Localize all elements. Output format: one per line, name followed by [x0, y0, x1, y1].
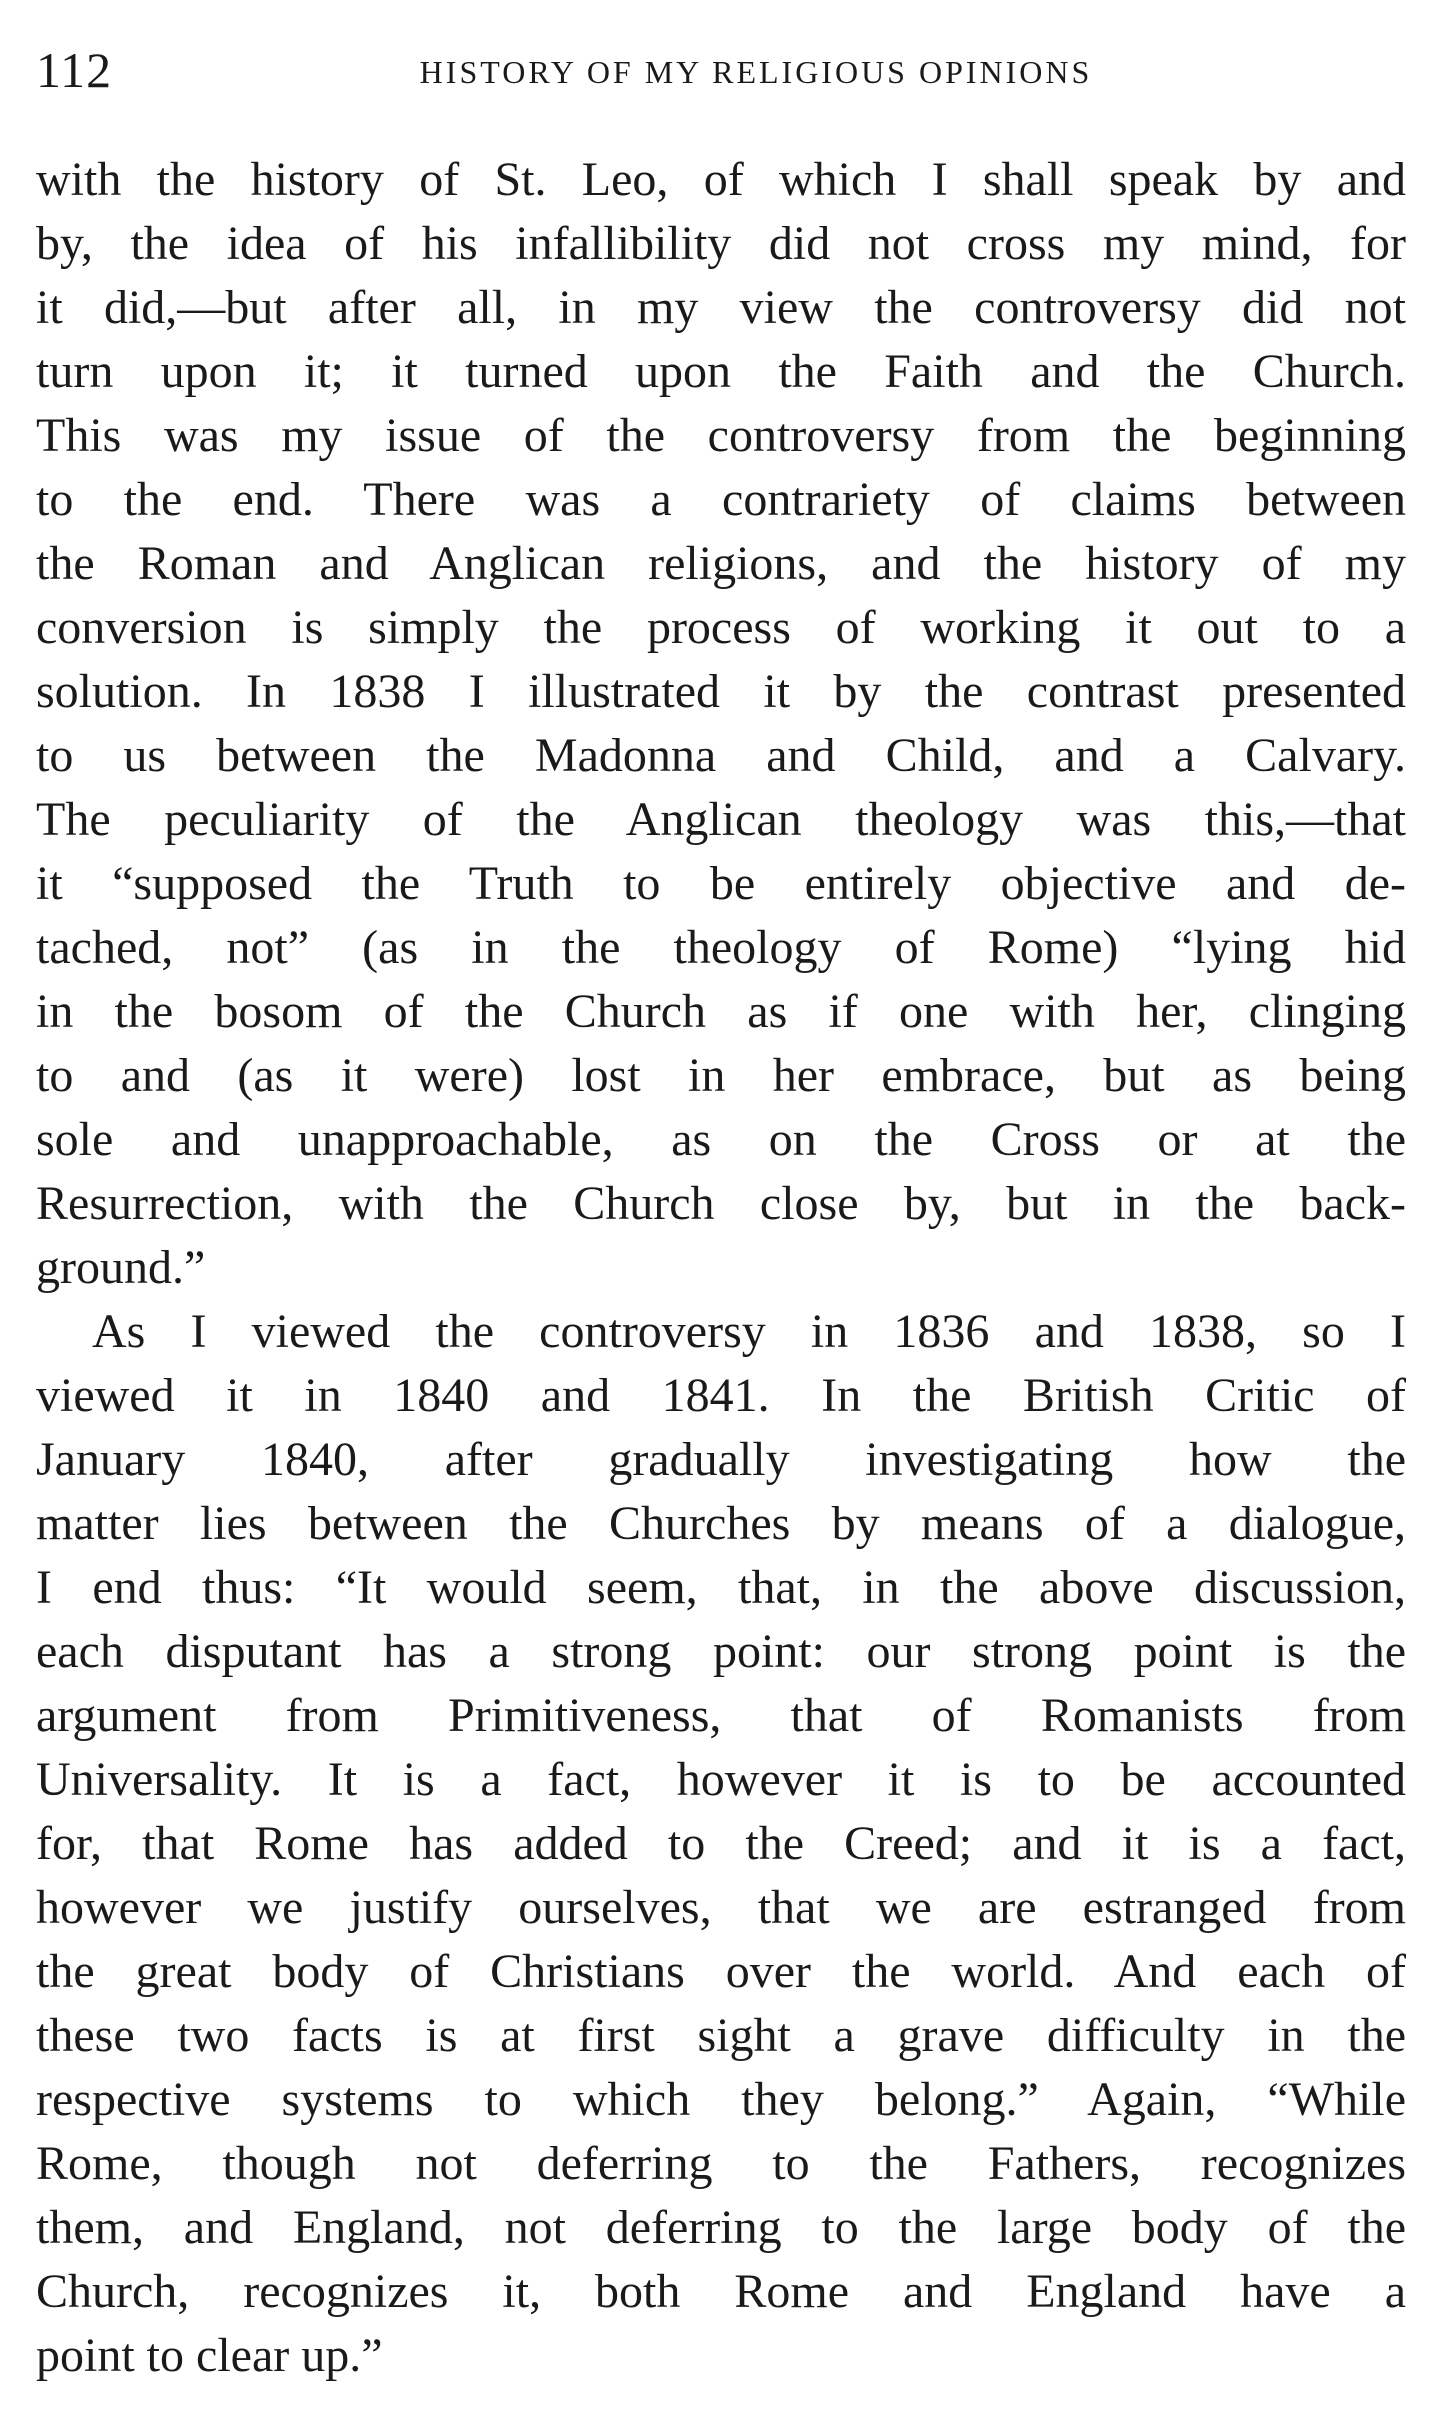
text-line: with the history of St. Leo, of which I shall speak by and	[36, 153, 1406, 206]
paragraph-end-line: ground.”	[36, 1241, 206, 1294]
text-line: these two facts is at first sight a grave difficulty in the	[36, 2009, 1406, 2062]
text-line: the great body of Christians over the world. And each of	[36, 1945, 1406, 1998]
text-line: Resurrection, with the Church close by, but in the back-	[36, 1177, 1406, 1230]
text-line: by, the idea of his infallibility did not cross my mind, for	[36, 217, 1406, 270]
text-line: it “supposed the Truth to be entirely objective and de-	[36, 857, 1406, 910]
text-line: them, and England, not deferring to the large body of the	[36, 2201, 1406, 2254]
page-number: 112	[36, 42, 113, 98]
book-page	[36, 40, 1406, 2388]
text-line: it did,—but after all, in my view the controversy did not	[36, 281, 1406, 334]
body-text	[36, 148, 1406, 2388]
text-line: conversion is simply the process of working it out to a	[36, 601, 1406, 654]
text-line: The peculiarity of the Anglican theology was this,—that	[36, 793, 1406, 846]
paragraph-first-line: As I viewed the controversy in 1836 and 1838, so I	[92, 1305, 1406, 1358]
text-line: Rome, though not deferring to the Fathers, recognizes	[36, 2137, 1406, 2190]
text-line: each disputant has a strong point: our strong point is the	[36, 1625, 1406, 1678]
text-line: to us between the Madonna and Child, and a Calvary.	[36, 729, 1406, 782]
text-line: tached, not” (as in the theology of Rome) “lying hid	[36, 921, 1406, 974]
text-line: This was my issue of the controversy from the beginning	[36, 409, 1406, 462]
text-line: to the end. There was a contrariety of claims between	[36, 473, 1406, 526]
text-line: sole and unapproachable, as on the Cross or at the	[36, 1113, 1406, 1166]
running-head	[36, 40, 1406, 100]
text-line: however we justify ourselves, that we are estranged from	[36, 1881, 1406, 1934]
text-line: argument from Primitiveness, that of Romanists from	[36, 1689, 1406, 1742]
text-line: Church, recognizes it, both Rome and England have a	[36, 2265, 1406, 2318]
text-line: in the bosom of the Church as if one with her, clinging	[36, 985, 1406, 1038]
text-line: matter lies between the Churches by means of a dialogue,	[36, 1497, 1406, 1550]
text-line: viewed it in 1840 and 1841. In the British Critic of	[36, 1369, 1406, 1422]
running-title: HISTORY OF MY RELIGIOUS OPINIONS	[419, 54, 1093, 90]
text-line: respective systems to which they belong.” Again, “While	[36, 2073, 1406, 2126]
text-line: for, that Rome has added to the Creed; and it is a fact,	[36, 1817, 1406, 1870]
text-line: solution. In 1838 I illustrated it by the contrast presented	[36, 665, 1406, 718]
paragraph-end-line: point to clear up.”	[36, 2329, 383, 2382]
text-line: Universality. It is a fact, however it is to be accounted	[36, 1753, 1406, 1806]
text-line: turn upon it; it turned upon the Faith and the Church.	[36, 345, 1406, 398]
text-line: the Roman and Anglican religions, and the history of my	[36, 537, 1406, 590]
text-line: to and (as it were) lost in her embrace, but as being	[36, 1049, 1406, 1102]
text-line: January 1840, after gradually investigating how the	[36, 1433, 1406, 1486]
text-line: I end thus: “It would seem, that, in the above discussion,	[36, 1561, 1406, 1614]
